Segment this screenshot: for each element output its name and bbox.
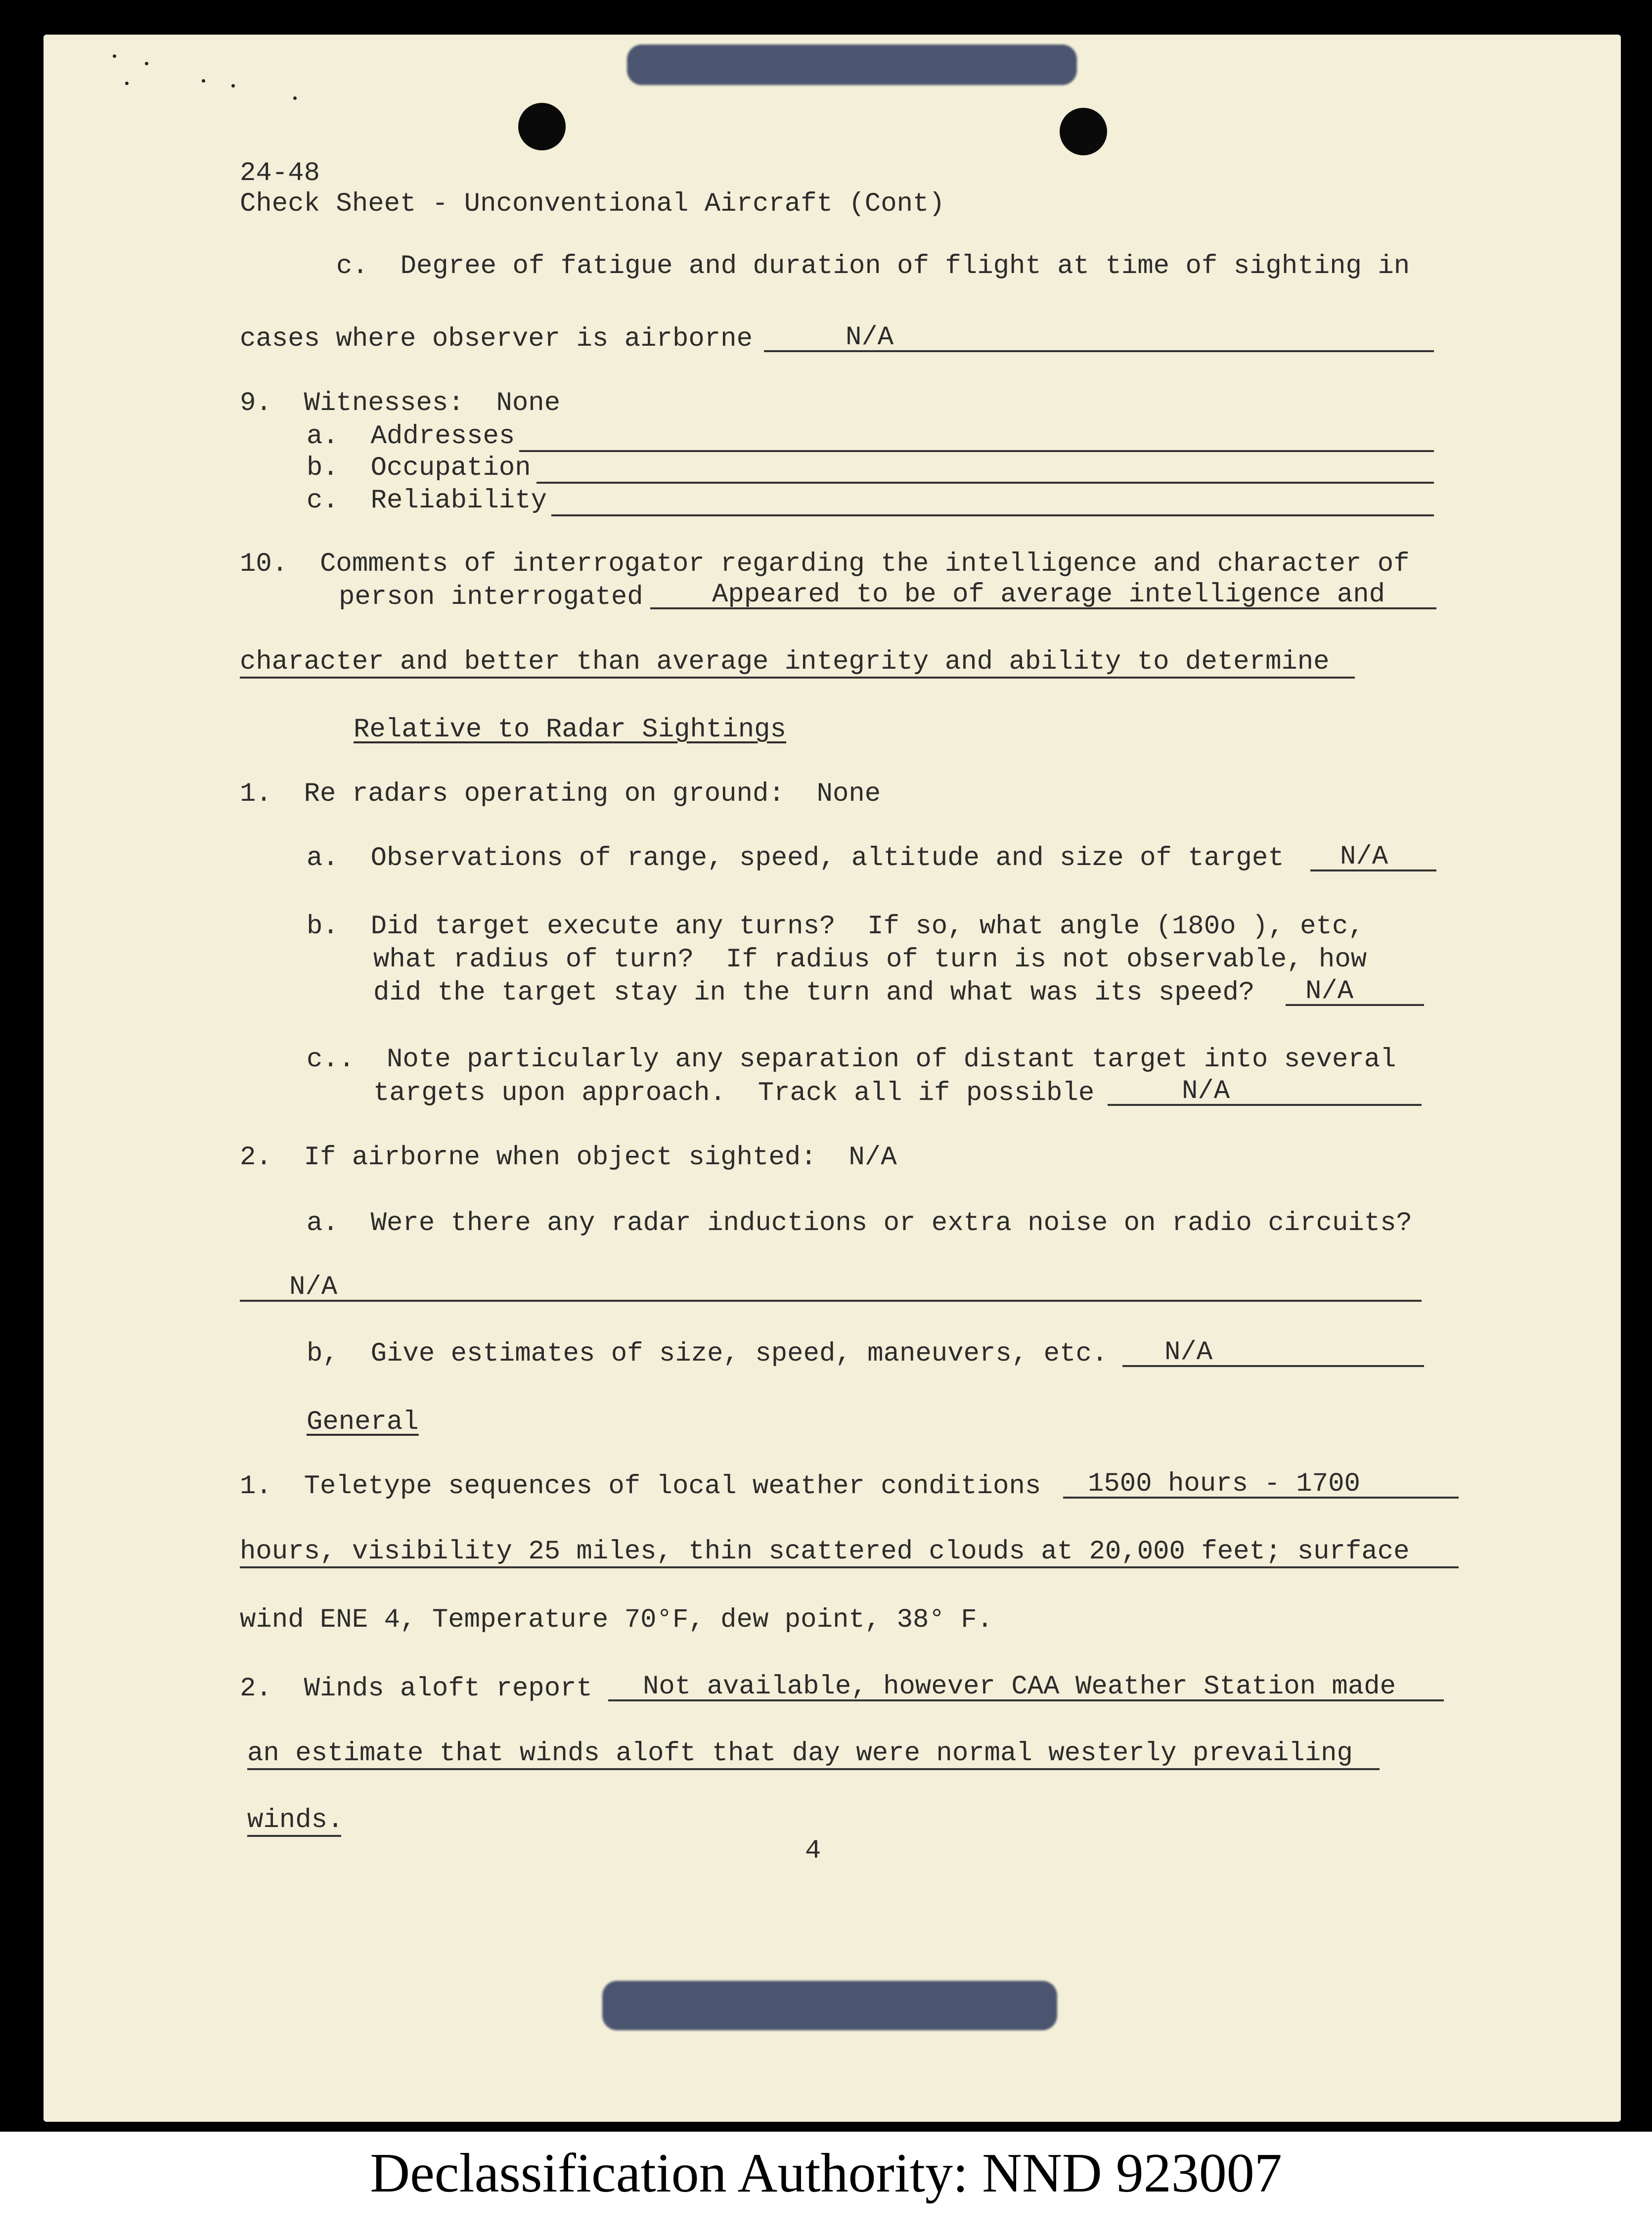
radar-item-1b-line1: b. Did target execute any turns? If so, what angle (180o ), etc, bbox=[307, 912, 1364, 942]
radar-heading: Relative to Radar Sightings bbox=[354, 715, 786, 745]
item-10-line2: person interrogated bbox=[339, 582, 643, 612]
speck bbox=[113, 54, 116, 58]
redaction-mark-top bbox=[627, 45, 1077, 85]
item-9a-label: a. Addresses bbox=[307, 421, 515, 452]
page-number: 4 bbox=[805, 1836, 821, 1866]
speck bbox=[231, 84, 235, 88]
general-item-2-answer1: Not available, however CAA Weather Station made bbox=[608, 1672, 1444, 1701]
general-item-1-answer2: hours, visibility 25 miles, thin scattered clouds at 20,000 feet; surface bbox=[240, 1537, 1459, 1568]
item-8c-line2: cases where observer is airborne bbox=[240, 324, 753, 354]
radar-item-2a-answer: N/A bbox=[240, 1272, 1422, 1302]
radar-item-1c-line1: c.. Note particularly any separation of distant target into several bbox=[307, 1045, 1396, 1075]
radar-item-2: 2. If airborne when object sighted: N/A bbox=[240, 1142, 897, 1173]
item-9c-label: c. Reliability bbox=[307, 486, 547, 516]
radar-item-1a-answer: N/A bbox=[1310, 842, 1436, 871]
general-item-1-answer1: 1500 hours - 1700 bbox=[1063, 1469, 1459, 1499]
radar-item-1b-line3: did the target stay in the turn and what was its speed? bbox=[373, 978, 1255, 1008]
item-8c-answer: N/A bbox=[764, 322, 1434, 352]
general-item-2-answer3: winds. bbox=[247, 1805, 341, 1837]
general-item-2-answer2: an estimate that winds aloft that day were normal westerly prevailing bbox=[247, 1738, 1380, 1770]
declassification-footer: Declassification Authority: NND 923007 bbox=[370, 2143, 1282, 2204]
speck bbox=[293, 96, 297, 100]
radar-item-1b-answer: N/A bbox=[1286, 976, 1424, 1006]
speck bbox=[145, 62, 148, 65]
radar-item-1b-line2: what radius of turn? If radius of turn is not observable, how bbox=[373, 945, 1367, 975]
general-heading: General bbox=[307, 1407, 419, 1437]
general-item-1: 1. Teletype sequences of local weather conditions bbox=[240, 1471, 1041, 1502]
item-9b-line bbox=[536, 452, 1434, 484]
general-item-2: 2. Winds aloft report bbox=[240, 1674, 592, 1704]
item-10-answer1: Appeared to be of average intelligence and bbox=[650, 580, 1436, 609]
item-9-label: 9. Witnesses: None bbox=[240, 388, 561, 418]
redaction-mark-bottom bbox=[602, 1981, 1057, 2030]
item-8c-line1: c. Degree of fatigue and duration of flight at time of sighting in bbox=[336, 251, 1410, 281]
punch-hole-left bbox=[518, 103, 566, 150]
radar-item-2a: a. Were there any radar inductions or extra noise on radio circuits? bbox=[307, 1208, 1412, 1238]
radar-item-1: 1. Re radars operating on ground: None bbox=[240, 779, 881, 809]
doc-number: 24-48 bbox=[240, 158, 320, 188]
radar-item-2b: b, Give estimates of size, speed, maneuvers, etc. bbox=[307, 1339, 1108, 1369]
general-item-1-answer3: wind ENE 4, Temperature 70°F, dew point, 38° F. bbox=[240, 1605, 993, 1635]
item-9b-label: b. Occupation bbox=[307, 453, 531, 483]
item-10-line1: 10. Comments of interrogator regarding the intelligence and character of bbox=[240, 549, 1410, 579]
item-9a-line bbox=[519, 420, 1434, 452]
speck bbox=[125, 82, 129, 85]
page-title: Check Sheet - Unconventional Aircraft (Cont) bbox=[240, 189, 945, 219]
radar-item-1c-answer: N/A bbox=[1108, 1076, 1422, 1106]
item-9c-line bbox=[551, 485, 1434, 516]
speck bbox=[202, 79, 205, 83]
item-10-answer2: character and better than average integrity and ability to determine bbox=[240, 647, 1355, 679]
radar-item-2b-answer: N/A bbox=[1122, 1337, 1424, 1367]
radar-item-1a: a. Observations of range, speed, altitude and size of target bbox=[307, 843, 1284, 873]
radar-item-1c-line2: targets upon approach. Track all if possible bbox=[373, 1078, 1095, 1108]
punch-hole-right bbox=[1060, 108, 1107, 155]
